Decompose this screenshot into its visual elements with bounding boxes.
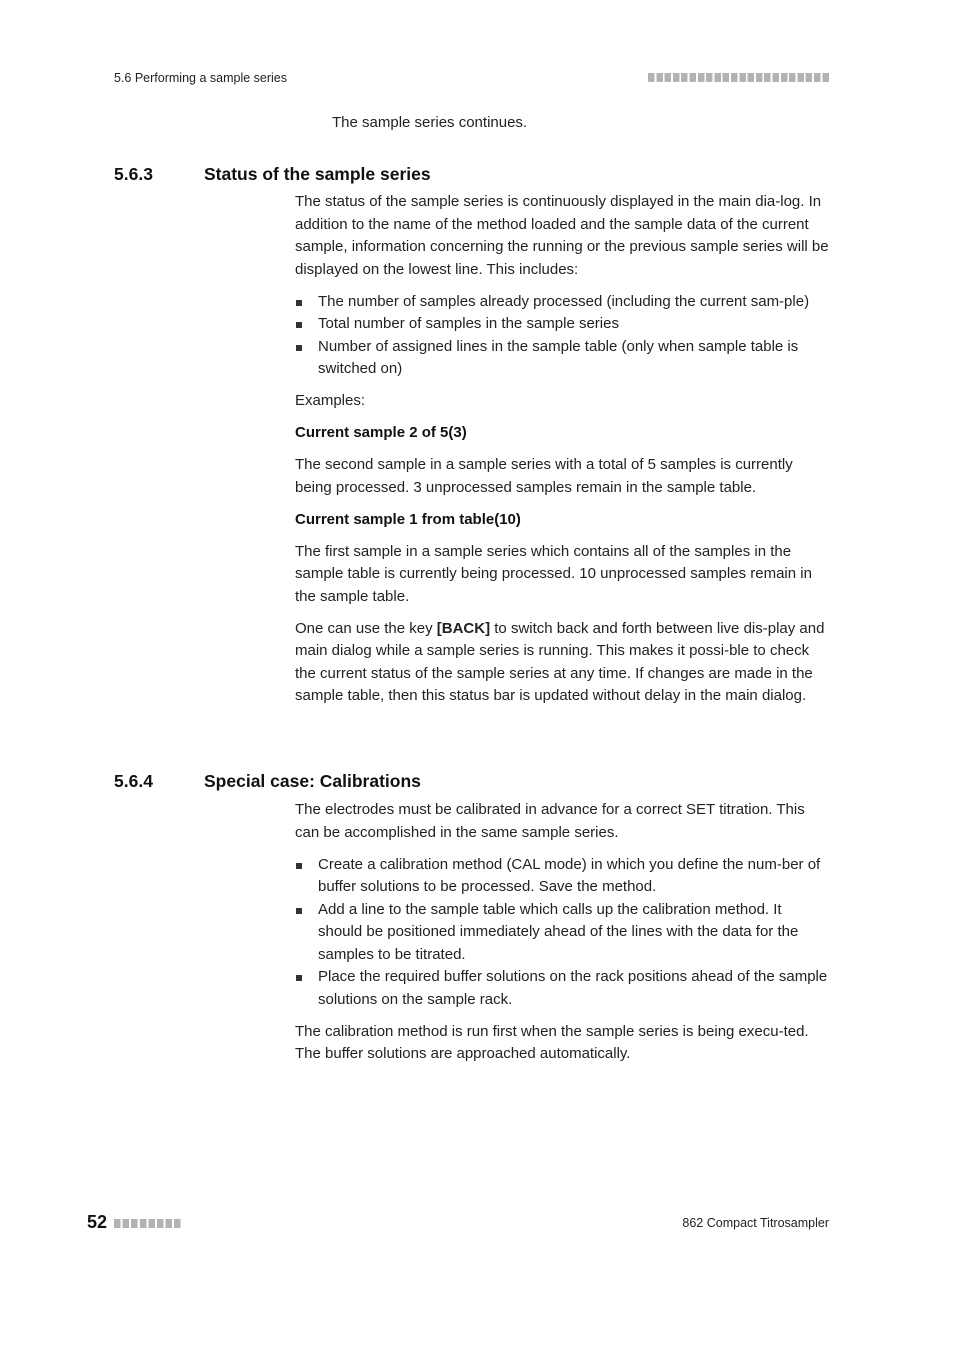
header-decorative-bar: [648, 73, 829, 82]
back-key-label: [BACK]: [436, 619, 491, 637]
continuation-text: The sample series continues.: [332, 114, 528, 131]
footer-product-name: 862 Compact Titrosampler: [682, 1216, 829, 1230]
section-title: Special case: Calibrations: [204, 771, 421, 791]
section-number: 5.6.4: [114, 771, 153, 791]
section-body-5-6-3: [295, 191, 829, 717]
section-title: Status of the sample series: [204, 164, 431, 184]
section-heading-5-6-3: [114, 164, 431, 185]
section-heading-5-6-4: [114, 771, 421, 792]
list-item: Number of assigned lines in the sample table (only when sample table is switched on): [295, 336, 829, 381]
list-item: Create a calibration method (CAL mode) in which you define the num-ber of buffer solutions to be processed. Save the method.: [295, 854, 829, 899]
example-heading: Current sample 2 of 5(3): [295, 424, 467, 441]
paragraph: [295, 618, 829, 708]
section-number: 5.6.3: [114, 164, 153, 184]
bullet-list: [295, 291, 829, 381]
list-item: Total number of samples in the sample series: [295, 313, 829, 336]
section-body-5-6-4: [295, 799, 829, 1075]
running-header-section: 5.6 Performing a sample series: [114, 71, 287, 85]
bullet-list: [295, 854, 829, 1012]
text-span: One can use the key: [295, 619, 437, 637]
paragraph: The second sample in a sample series with a total of 5 samples is currently being processed. 3 unprocessed samples remain in the sample table.: [295, 456, 793, 496]
paragraph: The status of the sample series is continuously displayed in the main dia-log. In addition to the name of the method loaded and the sample data of the current sample, information concerning the running or the previous sample series will be displayed on the lowest line. This includes:: [295, 193, 829, 278]
footer-decorative-bar: [114, 1219, 182, 1228]
examples-label: Examples:: [295, 392, 366, 409]
text-span: to switch back and forth between live dis-play and main dialog while a sample series is running. This makes it possi-ble to check the current status of the sample series at any time. If changes are made in the sample table, then this status bar is updated without delay in the main dialog.: [295, 619, 825, 704]
paragraph: The electrodes must be calibrated in advance for a correct SET titration. This can be accomplished in the same sample series.: [295, 801, 805, 841]
list-item: The number of samples already processed (including the current sam-ple): [295, 291, 829, 314]
page-number: 52: [87, 1212, 108, 1232]
paragraph: The first sample in a sample series which contains all of the samples in the sample table is currently being processed. 10 unprocessed samples remain in the sample table.: [295, 542, 812, 605]
example-heading: Current sample 1 from table(10): [295, 510, 521, 528]
paragraph: The calibration method is run first when the sample series is being execu-ted. The buffer solutions are approached automatically.: [295, 1022, 809, 1062]
list-item: Add a line to the sample table which calls up the calibration method. It should be positioned immediately ahead of the lines with the data for the samples to be titrated.: [295, 899, 829, 967]
list-item: Place the required buffer solutions on the rack positions ahead of the sample solutions on the sample rack.: [295, 966, 829, 1011]
